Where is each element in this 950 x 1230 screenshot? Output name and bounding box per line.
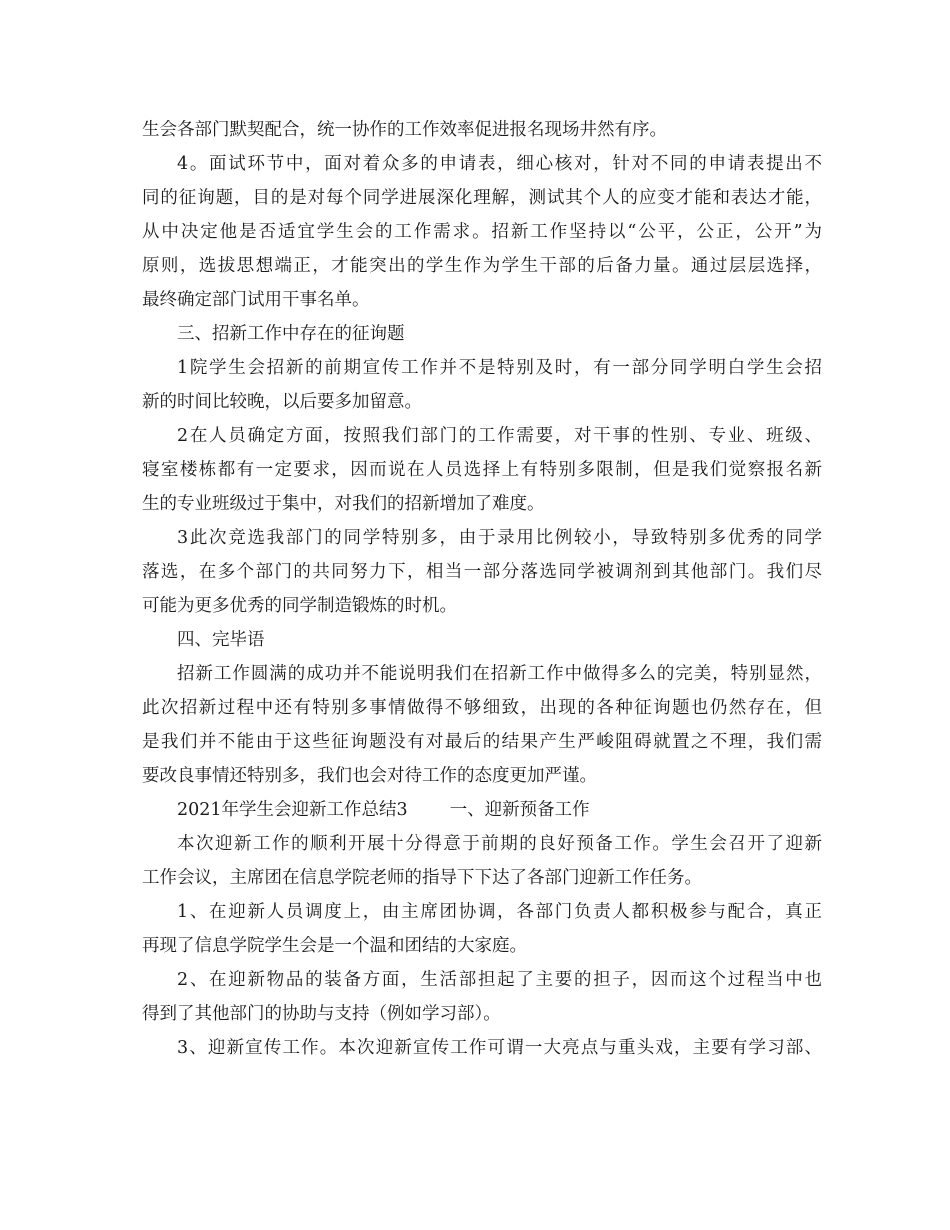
text-line: 1、在迎新人员调度上，由主席团协调，各部门负责人都积极参与配合，真正: [177, 902, 822, 922]
text-line: 新的时间比较晚，以后要多加留意。: [142, 392, 422, 412]
text-line: 落选，在多个部门的共同努力下，相当一部分落选同学被调剂到其他部门。我们尽: [142, 562, 822, 582]
text-line: 再现了信息学院学生会是一个温和团结的大家庭。: [142, 936, 527, 956]
text-line: 是我们并不能由于这些征询题没有对最后的结果产生严峻阻碍就置之不理，我们需: [142, 732, 822, 752]
text-line: 最终确定部门试用干事名单。: [142, 290, 370, 310]
text-line: 要改良事情还特别多，我们也会对待工作的态度更加严谨。: [142, 766, 597, 786]
text-line: 1院学生会招新的前期宣传工作并不是特别及时，有一部分同学明白学生会招: [177, 358, 822, 378]
text-line: 3、迎新宣传工作。本次迎新宣传工作可谓一大亮点与重头戏，主要有学习部、: [177, 1038, 822, 1058]
text-line: 三、招新工作中存在的征询题: [177, 324, 405, 344]
text-line: 寝室楼栋都有一定要求，因而说在人员选择上有特别多限制，但是我们觉察报名新: [142, 460, 822, 480]
article-title: 2021年学生会迎新工作总结3: [177, 800, 408, 820]
text-line: 从中决定他是否适宜学生会的工作需求。招新工作坚持以“公平，公正，公开”为: [142, 222, 822, 242]
paragraph-group-recruitment: [142, 113, 822, 793]
text-line: 此次招新过程中还有特别多事情做得不够细致，出现的各种征询题也仍然存在，但: [142, 698, 822, 718]
text-line: 2在人员确定方面，按照我们部门的工作需要，对干事的性别、专业、班级、: [177, 426, 822, 446]
text-line: 工作会议，主席团在信息学院老师的指导下下达了各部门迎新工作任务。: [142, 868, 702, 888]
text-line: 4。面试环节中，面对着众多的申请表，细心核对，针对不同的申请表提出不: [177, 154, 822, 174]
section-heading: 一、迎新预备工作: [449, 800, 590, 820]
paragraph-group-welcome: [142, 827, 822, 1065]
article-heading-line: [142, 793, 822, 827]
text-line: 生会各部门默契配合，统一协作的工作效率促进报名现场井然有序。: [142, 120, 667, 140]
text-line: 得到了其他部门的协助与支持（例如学习部）。: [142, 1004, 501, 1024]
text-line: 同的征询题，目的是对每个同学进展深化理解，测试其个人的应变才能和表达才能，: [142, 188, 822, 208]
text-line: 可能为更多优秀的同学制造锻炼的时机。: [142, 596, 457, 616]
text-line: 生的专业班级过于集中，对我们的招新增加了难度。: [142, 494, 545, 514]
text-line: 原则，选拔思想端正，才能突出的学生作为学生干部的后备力量。通过层层选择，: [142, 256, 822, 276]
text-line: 招新工作圆满的成功并不能说明我们在招新工作中做得多么的完美，特别显然，: [177, 664, 822, 684]
text-line: 本次迎新工作的顺利开展十分得意于前期的良好预备工作。学生会召开了迎新: [177, 834, 822, 854]
body-text: [142, 113, 822, 1065]
text-line: 3此次竞选我部门的同学特别多，由于录用比例较小，导致特别多优秀的同学: [177, 528, 822, 548]
text-line: 四、完毕语: [177, 630, 265, 650]
text-line: 2、在迎新物品的装备方面，生活部担起了主要的担子，因而这个过程当中也: [177, 970, 822, 990]
